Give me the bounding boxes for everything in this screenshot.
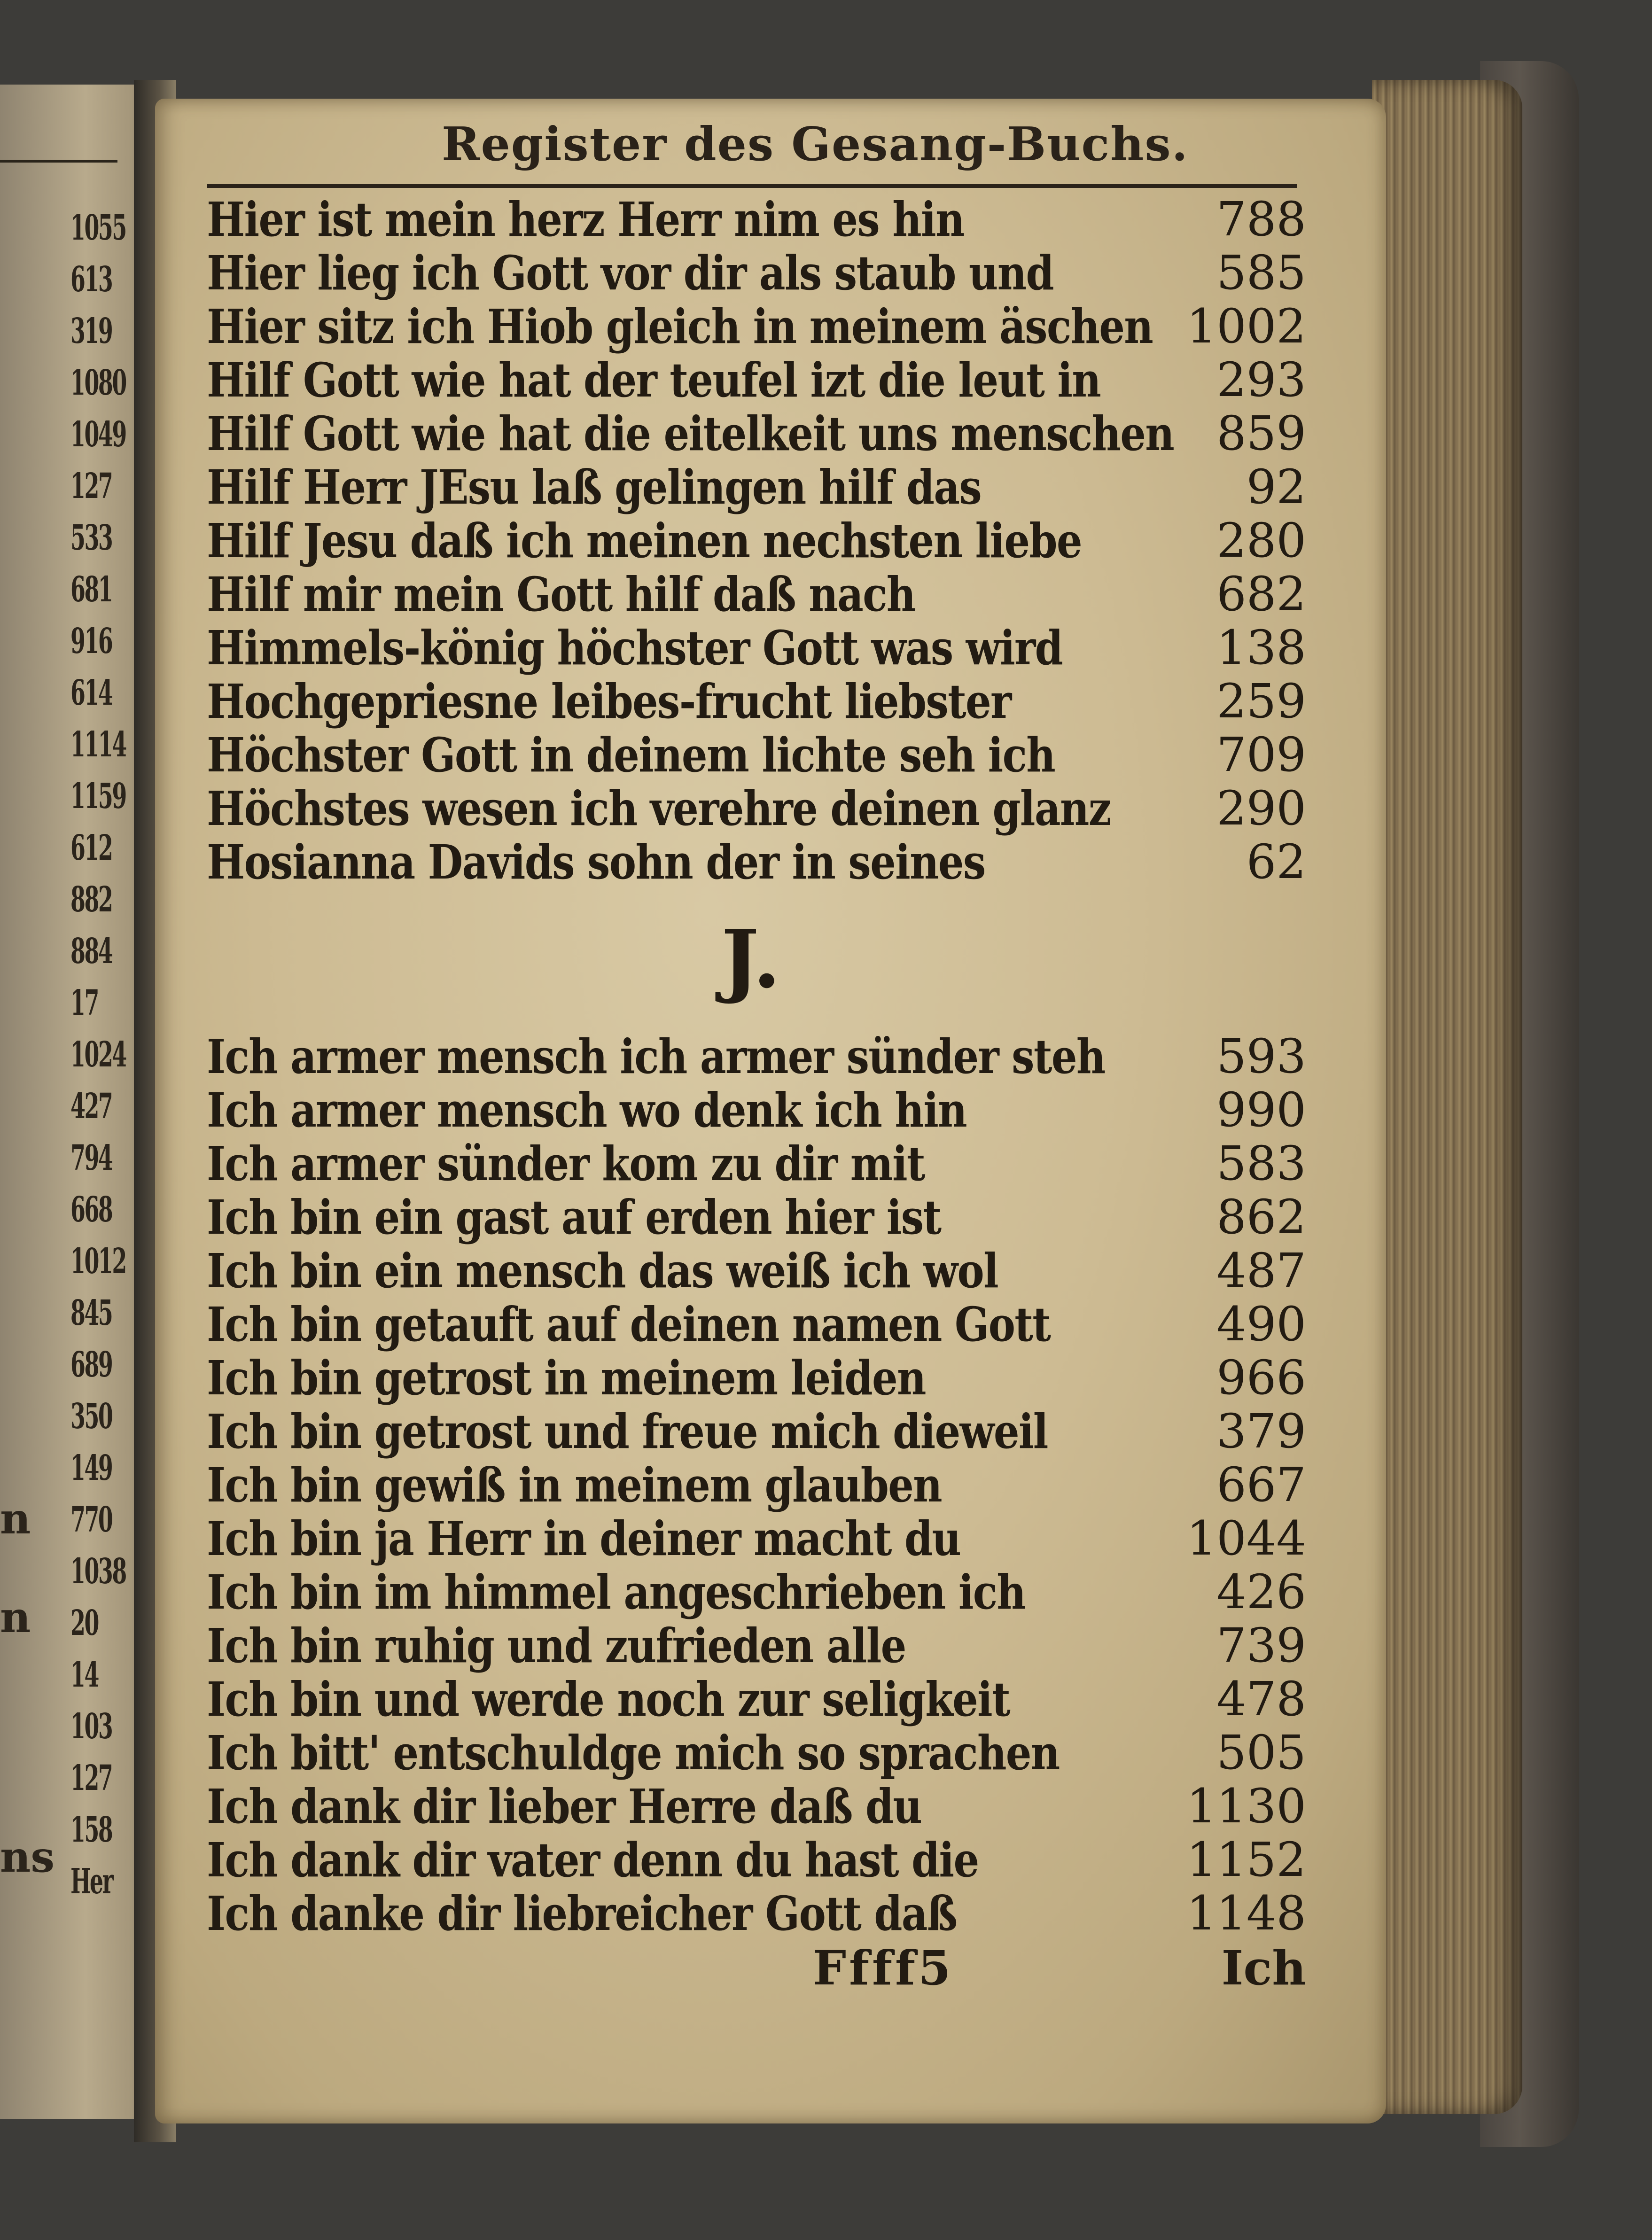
left-margin-number: 612: [70, 828, 112, 868]
left-edge-word: n: [0, 1593, 31, 1642]
entry-incipit: Hier lieg ich Gott vor dir als staub und: [207, 245, 1053, 301]
entry-page-number: 505: [1216, 1725, 1306, 1780]
signature-mark: Ffff5: [813, 1940, 954, 1996]
entry-page-number: 478: [1216, 1672, 1306, 1727]
left-margin-number: 1159: [70, 776, 126, 817]
register-entry: [207, 193, 1306, 246]
entry-incipit: Ich bin ja Herr in deiner macht du: [207, 1511, 961, 1566]
entry-incipit: Ich bin und werde noch zur seligkeit: [207, 1672, 1010, 1727]
register-entry: [207, 407, 1306, 460]
register-entry: [207, 514, 1306, 568]
left-margin-number: 1012: [70, 1241, 126, 1282]
left-margin-number: 681: [70, 569, 112, 610]
left-page-rule: [0, 160, 117, 163]
left-margin-number: 149: [70, 1448, 112, 1488]
register-entry: [207, 1298, 1306, 1351]
register-entry: [207, 1244, 1306, 1298]
register-entry: [207, 728, 1306, 782]
left-margin-number: 1080: [70, 363, 126, 403]
entry-incipit: Himmels-könig höchster Gott was wird: [207, 620, 1063, 676]
entry-incipit: Ich bin ein gast auf erden hier ist: [207, 1190, 941, 1245]
left-margin-number: 770: [70, 1500, 112, 1540]
entry-incipit: Hier ist mein herz Herr nim es hin: [207, 192, 964, 247]
register-entry: [207, 1780, 1306, 1833]
entry-incipit: Hilf Gott wie hat die eitelkeit uns menschen: [207, 406, 1174, 461]
register-entry: [207, 353, 1306, 407]
entry-incipit: Hilf Gott wie hat der teufel izt die leut in: [207, 352, 1101, 408]
entry-page-number: 788: [1216, 192, 1306, 247]
register-entry: [207, 1351, 1306, 1405]
entry-incipit: Hilf Herr JEsu laß gelingen hilf das: [207, 459, 982, 515]
entry-incipit: Ich bitt' entschuldge mich so sprachen: [207, 1725, 1060, 1781]
entry-incipit: Höchstes wesen ich verehre deinen glanz: [207, 781, 1111, 836]
register-entry: [207, 1030, 1306, 1083]
left-margin-number: 916: [70, 621, 112, 661]
left-margin-number: 17: [70, 983, 98, 1023]
left-margin-number: 613: [70, 259, 112, 300]
entry-incipit: Ich armer mensch ich armer sünder steh: [207, 1029, 1105, 1084]
left-margin-number: 1055: [70, 208, 126, 248]
register-entry: [207, 1672, 1306, 1726]
left-margin-number: 1114: [70, 724, 126, 765]
entry-incipit: Ich bin getrost und freue mich dieweil: [207, 1404, 1048, 1459]
register-entry: [207, 1083, 1306, 1137]
left-margin-number: 614: [70, 673, 112, 713]
entry-page-number: 739: [1216, 1618, 1306, 1673]
section-letter: J.: [721, 912, 781, 1006]
entry-page-number: 290: [1216, 781, 1306, 836]
register-entry: [207, 1833, 1306, 1887]
page-title: Register des Gesang-Buchs.: [442, 117, 1189, 171]
register-entry: [207, 1405, 1306, 1458]
entry-incipit: Ich bin gewiß in meinem glauben: [207, 1457, 942, 1513]
entry-incipit: Ich dank dir vater denn du hast die: [207, 1832, 979, 1888]
left-margin-number: 668: [70, 1190, 112, 1230]
left-margin-number: 794: [70, 1138, 112, 1178]
register-entry: [207, 1887, 1306, 1940]
entry-page-number: 426: [1216, 1564, 1306, 1619]
register-entry: [207, 1512, 1306, 1565]
left-margin-number: 350: [70, 1396, 112, 1437]
entry-page-number: 1152: [1186, 1832, 1306, 1887]
register-entry: [207, 1458, 1306, 1512]
left-edge-word: ns: [0, 1832, 55, 1882]
entry-page-number: 593: [1216, 1029, 1306, 1084]
left-margin-number: 882: [70, 879, 112, 920]
entry-incipit: Ich armer sünder kom zu dir mit: [207, 1136, 925, 1191]
entry-page-number: 862: [1216, 1190, 1306, 1244]
entry-incipit: Hosianna Davids sohn der in seines: [207, 834, 985, 890]
register-entry: [207, 1137, 1306, 1190]
entry-incipit: Hilf Jesu daß ich meinen nechsten liebe: [207, 513, 1082, 568]
entry-page-number: 1130: [1186, 1779, 1306, 1834]
register-entries: [207, 193, 1306, 1940]
entry-incipit: Ich bin ruhig und zufrieden alle: [207, 1618, 906, 1673]
entry-incipit: Ich armer mensch wo denk ich hin: [207, 1082, 966, 1138]
left-page-margin-numbers: [70, 202, 126, 1907]
left-margin-number: 689: [70, 1345, 112, 1385]
entry-page-number: 966: [1216, 1350, 1306, 1405]
entry-page-number: 667: [1216, 1457, 1306, 1512]
entry-page-number: 682: [1216, 567, 1306, 622]
entry-page-number: 280: [1216, 513, 1306, 568]
entry-incipit: Ich bin getrost in meinem leiden: [207, 1350, 926, 1406]
entry-page-number: 62: [1246, 834, 1306, 889]
entry-page-number: 379: [1216, 1404, 1306, 1459]
left-margin-number: 103: [70, 1706, 112, 1747]
register-entry: [207, 1726, 1306, 1780]
register-entry: [207, 568, 1306, 621]
header-rule: [207, 184, 1297, 188]
entry-incipit: Ich bin getauft auf deinen namen Gott: [207, 1297, 1051, 1352]
register-entry: [207, 675, 1306, 728]
register-entry: [207, 1565, 1306, 1619]
left-margin-number: 533: [70, 518, 112, 558]
left-margin-number: 20: [70, 1603, 98, 1643]
entry-incipit: Hilf mir mein Gott hilf daß nach: [207, 567, 915, 622]
entry-page-number: 259: [1216, 674, 1306, 729]
catchword: Ich: [1221, 1940, 1306, 1996]
register-entry: [207, 621, 1306, 675]
register-entry: [207, 300, 1306, 353]
left-margin-number: 845: [70, 1293, 112, 1333]
entry-incipit: Ich bin ein mensch das weiß ich wol: [207, 1243, 998, 1299]
entry-incipit: Höchster Gott in deinem lichte seh ich: [207, 727, 1055, 783]
entry-page-number: 990: [1216, 1082, 1306, 1137]
entry-page-number: 585: [1216, 245, 1306, 300]
entry-incipit: Ich dank dir lieber Herre daß du: [207, 1779, 922, 1834]
left-margin-number: 14: [70, 1655, 98, 1695]
register-entry: [207, 460, 1306, 514]
entry-page-number: 709: [1216, 727, 1306, 782]
left-margin-number: 1024: [70, 1034, 126, 1075]
left-edge-word: n: [0, 1494, 31, 1544]
entry-page-number: 859: [1216, 406, 1306, 461]
register-entry: [207, 1619, 1306, 1672]
entry-incipit: Ich danke dir liebreicher Gott daß: [207, 1886, 957, 1941]
entry-incipit: Hochgepriesne leibes-frucht liebster: [207, 674, 1011, 729]
entry-page-number: 1148: [1186, 1886, 1306, 1941]
left-margin-number: 158: [70, 1810, 112, 1850]
left-margin-number: Her: [70, 1861, 113, 1902]
left-margin-number: 1049: [70, 414, 126, 455]
section-heading: [207, 889, 1306, 1030]
register-entry: [207, 246, 1306, 300]
page-footer: [207, 1940, 1306, 2001]
left-margin-number: 1038: [70, 1551, 126, 1592]
entry-page-number: 487: [1216, 1243, 1306, 1298]
register-entry: [207, 782, 1306, 835]
register-entry: [207, 1190, 1306, 1244]
entry-incipit: Ich bin im himmel angeschrieben ich: [207, 1564, 1026, 1620]
entry-page-number: 92: [1246, 459, 1306, 514]
entry-page-number: 293: [1216, 352, 1306, 407]
register-entry: [207, 835, 1306, 889]
left-margin-number: 127: [70, 1758, 112, 1798]
entry-page-number: 490: [1216, 1297, 1306, 1352]
entry-incipit: Hier sitz ich Hiob gleich in meinem äschen: [207, 299, 1153, 354]
entry-page-number: 1002: [1186, 299, 1306, 354]
entry-page-number: 138: [1216, 620, 1306, 675]
left-margin-number: 884: [70, 931, 112, 972]
page-block-edge: [1372, 80, 1522, 2114]
entry-page-number: 1044: [1186, 1511, 1306, 1566]
entry-page-number: 583: [1216, 1136, 1306, 1191]
left-margin-number: 319: [70, 311, 112, 351]
left-margin-number: 127: [70, 466, 112, 506]
left-margin-number: 427: [70, 1086, 112, 1127]
